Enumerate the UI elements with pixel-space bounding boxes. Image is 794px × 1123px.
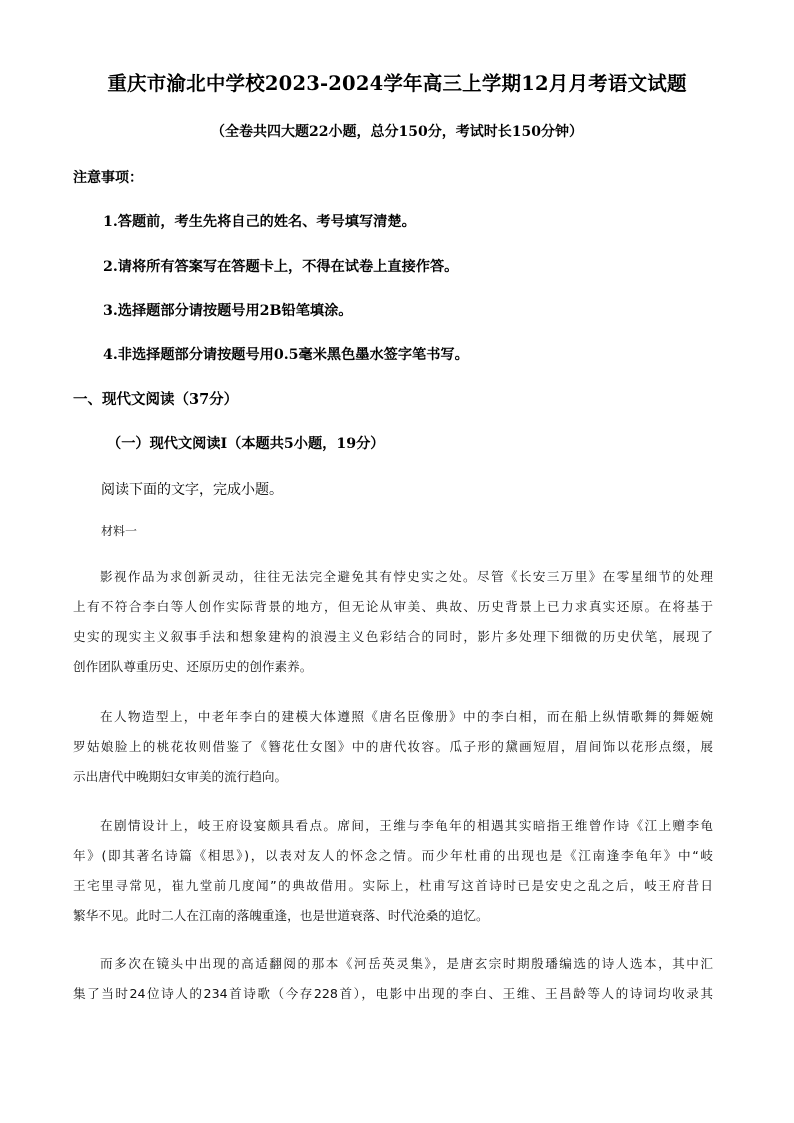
notice-item: 4.非选择题部分请按题号用0.5毫米黑色墨水签字笔书写。: [103, 347, 469, 363]
paragraph-line: 罗姑娘脸上的桃花妆则借鉴了《簪花仕女图》中的唐代妆容。瓜子形的黛画短眉，眉间饰以花形点缀，展: [73, 739, 713, 754]
paragraph-line: 在剧情设计上，岐王府设宴颇具看点。席间，王维与李龟年的相遇其实暗指王维曾作诗《江上赠李龟: [100, 818, 713, 833]
section-heading: 一、现代文阅读（37分）: [73, 391, 239, 408]
reading-instruction: 阅读下面的文字，完成小题。: [101, 482, 283, 498]
notice-item: 3.选择题部分请按题号用2B铅笔填涂。: [103, 303, 353, 319]
paragraph-line: 年》(即其著名诗篇《相思》)，以表对友人的怀念之情。而少年杜甫的出现也是《江南逢李龟年》中“岐: [73, 848, 713, 863]
paragraph: [73, 562, 713, 682]
paragraph-line: 在人物造型上，中老年李白的建模大体遵照《唐名臣像册》中的李白相，而在船上纵情歌舞的舞姬婉: [100, 709, 713, 724]
paragraph-line: 而多次在镜头中出现的高适翻阅的那本《河岳英灵集》，是唐玄宗时期殷璠编选的诗人选本，其中汇: [100, 956, 713, 971]
paragraph-line: 示出唐代中晚期妇女审美的流行趋向。: [73, 769, 288, 784]
paragraph-line: 创作团队尊重历史、还原历史的创作素养。: [73, 659, 313, 674]
notice-item: 2.请将所有答案写在答题卡上，不得在试卷上直接作答。: [103, 259, 459, 275]
paragraph-line: 王宅里寻常见，崔九堂前几度闻”的典故借用。实际上，杜甫写这首诗时已是安史之乱之后，岐王府昔日: [73, 878, 713, 893]
paragraph: [73, 702, 713, 792]
notice-heading: 注意事项：: [73, 170, 143, 186]
exam-subtitle: （全卷共四大题22小题，总分150分，考试时长150分钟）: [211, 124, 583, 140]
paragraph: [73, 949, 713, 1009]
paragraph-line: 繁华不见。此时二人在江南的落魄重逢，也是世道衰落、时代沧桑的追忆。: [73, 908, 489, 923]
exam-title: 重庆市渝北中学校2023-2024学年高三上学期12月月考语文试题: [107, 72, 687, 95]
notice-item: 1.答题前，考生先将自己的姓名、考号填写清楚。: [103, 214, 416, 230]
paragraph: [73, 811, 713, 931]
paragraph-line: 集了当时24位诗人的234首诗歌（今存228首），电影中出现的李白、王维、王昌龄等人的诗词均收录其: [73, 986, 713, 1001]
material-label: 材料一: [101, 524, 138, 538]
paragraph-line: 史实的现实主义叙事手法和想象建构的浪漫主义色彩结合的同时，影片多处理下细微的历史伏笔，展现了: [73, 629, 713, 644]
subsection-heading: （一）现代文阅读Ⅰ（本题共5小题，19分）: [107, 436, 385, 452]
paragraph-line: 影视作品为求创新灵动，往往无法完全避免其有悖史实之处。尽管《长安三万里》在零星细节的处理: [100, 569, 713, 584]
paragraph-line: 上有不符合李白等人创作实际背景的地方，但无论从审美、典故、历史背景上已力求真实还原。在将基于: [73, 599, 713, 614]
